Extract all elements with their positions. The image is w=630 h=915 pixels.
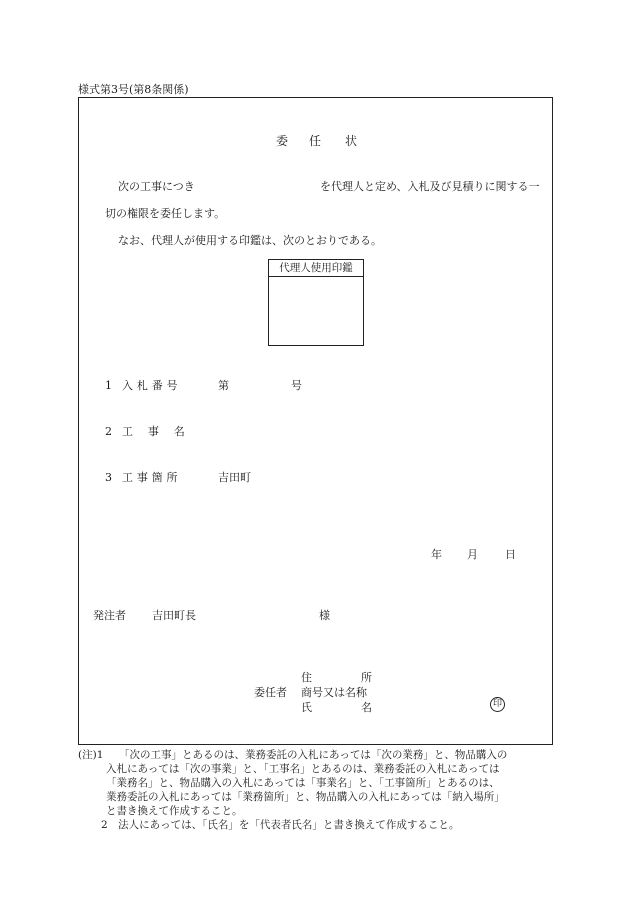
note-1-line-2: 入札にあっては「次の事業」と、「工事名」とあるのは、業務委託の入札にあっては xyxy=(106,763,500,775)
item-2-number: 2 xyxy=(105,425,112,438)
body-line-1a: 次の工事につき xyxy=(118,180,195,193)
date-month: 月 xyxy=(467,548,478,561)
name-label-b: 名 xyxy=(361,701,372,714)
title-char-3: 状 xyxy=(345,134,358,148)
body-line-3: なお、代理人が使用する印鑑は、次のとおりである。 xyxy=(118,234,382,247)
address-label-a: 住 xyxy=(301,671,312,684)
note-1-line-5: と書き換えて作成すること。 xyxy=(106,805,243,817)
item-1-number: 1 xyxy=(105,379,112,392)
title-char-2: 任 xyxy=(309,134,322,148)
date-day: 日 xyxy=(505,548,516,561)
note-1-line-4: 業務委託の入札にあっては「業務箇所」と、物品購入の入札にあっては「納入場所」 xyxy=(106,791,505,803)
item-3-label: 工事箇所 xyxy=(122,471,182,484)
agent-seal-box xyxy=(268,259,364,346)
delegator-label: 委任者 xyxy=(254,686,287,699)
name-label-a: 氏 xyxy=(301,701,312,714)
item-2-label: 工事名 xyxy=(122,425,200,438)
item-1-label: 入札番号 xyxy=(122,379,182,392)
item-1-value: 第 xyxy=(218,379,229,392)
form-frame xyxy=(78,97,553,745)
orderer-name: 吉田町長 xyxy=(152,609,196,622)
date-year: 年 xyxy=(431,548,442,561)
address-label-b: 所 xyxy=(361,671,372,684)
seal-mark-icon: 印 xyxy=(490,697,505,712)
item-1-suffix: 号 xyxy=(291,379,302,392)
notes-prefix: (注)1 xyxy=(78,749,104,761)
item-3-value: 吉田町 xyxy=(218,471,251,484)
note-1-line-3: 「業務名」と、物品購入の入札にあっては「事業名」と、「工事箇所」とあるのは、 xyxy=(106,777,500,789)
company-label: 商号又は名称 xyxy=(301,686,367,699)
agent-seal-box-header: 代理人使用印鑑 xyxy=(269,260,363,277)
item-3-number: 3 xyxy=(105,471,112,484)
note-2: 2 法人にあっては、「氏名」を「代表者氏名」と書き換えて作成すること。 xyxy=(101,819,460,831)
note-1-line-1: 「次の工事」とあるのは、業務委託の入札にあっては「次の業務」と、物品購入の xyxy=(119,749,508,761)
body-line-1b: を代理人と定め、入札及び見積りに関する一 xyxy=(320,180,540,193)
title-char-1: 委 xyxy=(276,134,289,148)
form-number-label: 様式第3号(第8条関係) xyxy=(78,83,189,96)
orderer-honorific: 様 xyxy=(319,609,330,622)
orderer-label: 発注者 xyxy=(93,609,126,622)
body-line-2: 切の権限を委任します。 xyxy=(105,207,226,220)
